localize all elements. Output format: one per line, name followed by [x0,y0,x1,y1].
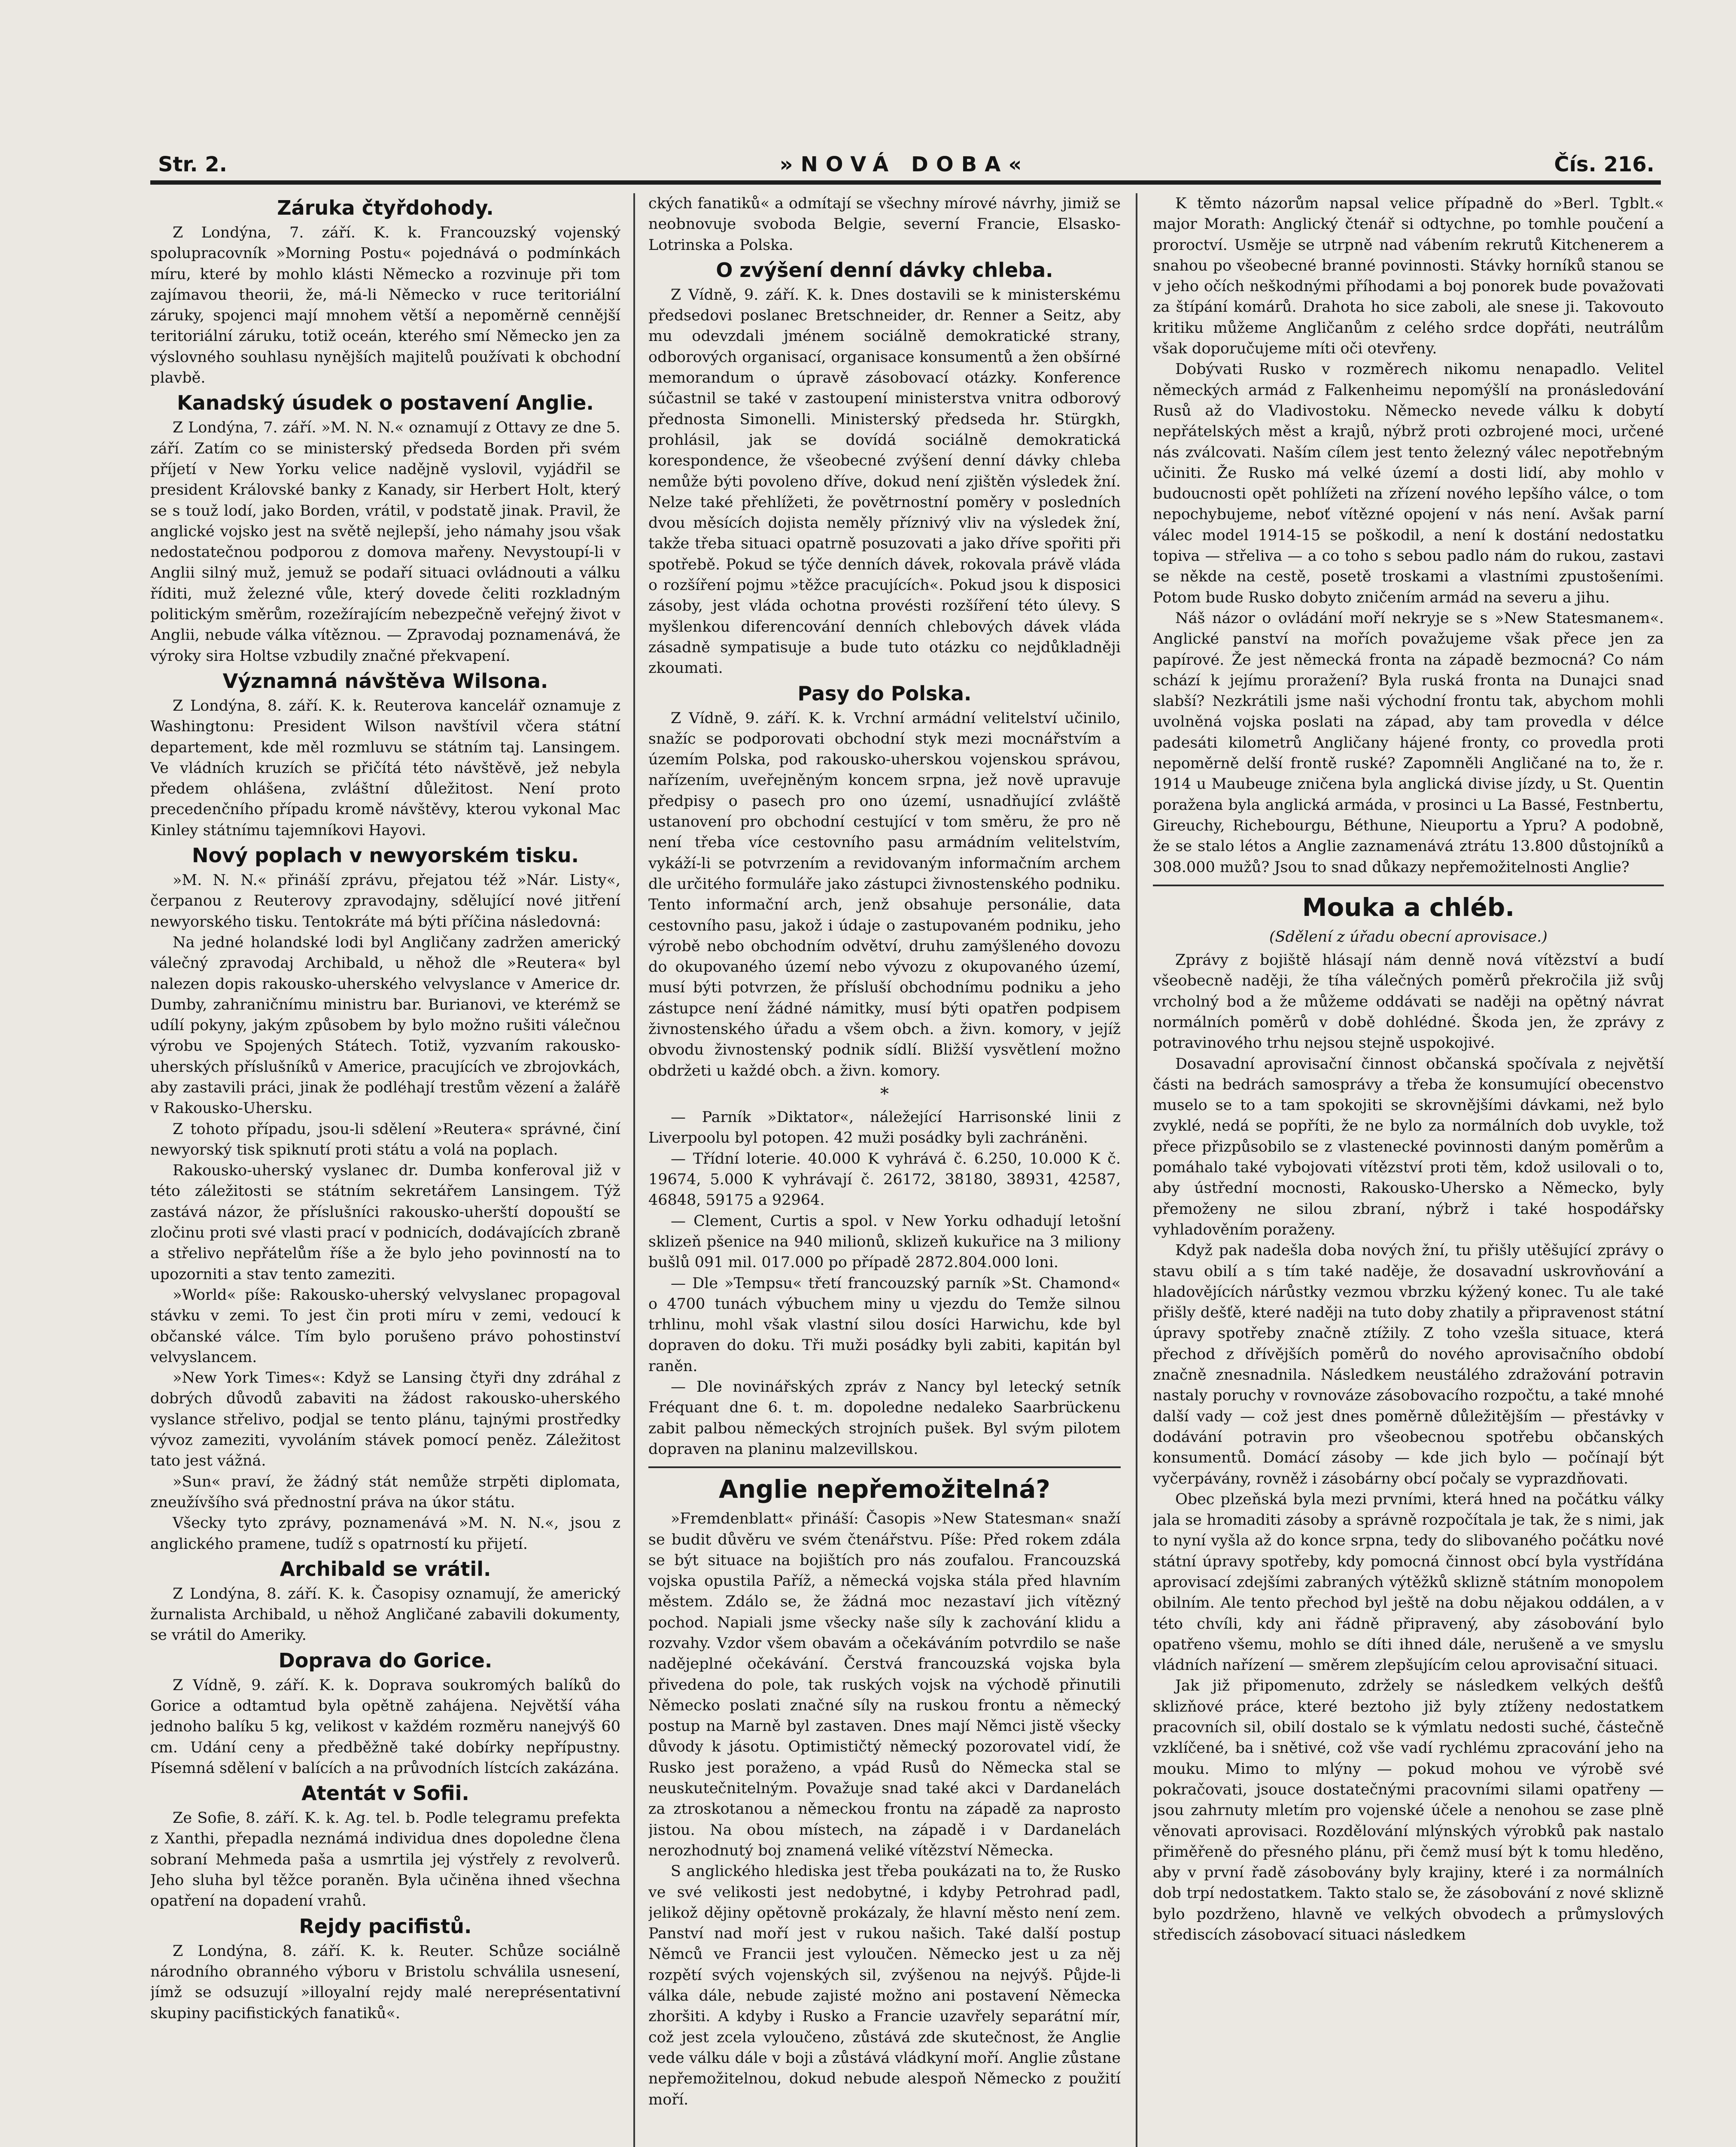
article-paragraph: Z tohoto případu, jsou-li sdělení »Reutera« správné, činí newyorský tisk spiknutí proti státu a volá na poplach. [150,1120,620,1159]
article-paragraph: »Fremdenblatt« přináší: Časopis »New Statesman« snaží se budit důvěru ve svém čtenářstvu. Píše: Před rokem zdála se být situace na bojištích pro nás zoufalou. Francouzská vojska opustila Paříž, a německá vojska stála před hlavním městem. Zdálo se, že žádná moc nezastaví jich vítězný pochod. Napiali jsme všecky naše síly k zachování klidu a rozvahy. Vzdor všem obavám a očekáváním potvrdilo se naše nadějeplné očekávání. Čerstvá francouzská vojska byla přivedena do pole, tak ruských vojsk na východě přinutili Německo poslati značné síly na ruskou frontu a německý postup na Marně byl zastaven. Dnes mají Němci jistě všecky důvody k jásotu. Optimističtý německý pozorovatel vidí, že Rusko jest poraženo, a vpád Rusů do Německa stal se neuskutečnitelným. Považuje snad také akci v Dardanelách za ztroskotanou a německou frontu na západě za naprosto jistou. Na obou místech, na západě i v Dardanelách nerozhodnutý boj znamená veliké vítězství Německa. [648,1510,1121,1859]
article-paragraph: — Dle »Tempsu« třetí francouzský parník »St. Chamond« o 4700 tunách výbuchem miny u vjezdu do Temže silnou trhlinu, mohl však vlastní silou dosíci Harwichu, kde byl dopraven do doku. Tři muži posádky byli zabiti, kapitán byl raněn. [648,1274,1121,1375]
article-paragraph: Jak již připomenuto, zdržely se následkem velkých dešťů sklizňové práce, které beztoho již byly ztíženy nedostatkem pracovních sil, obilí dostalo se k výmlatu nedosti suché, částečně vzklíčené, ba i snětivé, což vše vadí rychlému zpracování jeho na mouku. Mimo to mlýny — pokud mohou ve výrobě své pokračovati, jsouce dostatečnými pracovními silami opatřeny — jsou zahrnuty mletím pro vojenské účele a nenohou se zase plně věnovati aprovisaci. Rozdělování mlýnských výrobků pak nastalo přiměřeně do přesného plánu, při čemž musí být k tomu hleděno, aby v první řadě zásobovány byly krajiny, které i za normálních dob trpí nedostatkem. Takto stalo se, že zásobování z nové sklizně bylo pozdrženo, hlavně ve velkých obvodech a průmyslových střediscích zásobovací situaci následkem [1153,1677,1664,1944]
article-paragraph: Na jedné holandské lodi byl Angličany zadržen americký válečný zpravodaj Archibald, u něhož dle »Reutera« byl nalezen dopis rakousko-uherského velvyslance v Americe dr. Dumby, zahraničnímu ministru bar. Burianovi, ve kterémž se udílí pokyny, jakým způsobem by bylo možno rušiti válečnou výrobu ve Spojených Státech. Totiž, vyzvaním rakousko-uherských příslušníků v Americe, pracujících ve zbrojovkách, aby zastavili práci, jinak že podléhají trestům vězení a žalářě v Rakousko-Uhersku. [150,934,620,1117]
article-paragraph: — Clement, Curtis a spol. v New Yorku odhadují letošní sklizeň pšenice na 940 milionů, sklizeň kukuřice na 3 miliony bušlů 091 mil. 017.000 po případě 2872.804.000 loni. [648,1212,1121,1271]
article-headline: Rejdy pacifistů. [299,1914,472,1938]
article-paragraph: K těmto názorům napsal velice případně do »Berl. Tgblt.« major Morath: Anglický čtenář si odtychne, po tomhle poučení a proroctví. Usměje se utrpně nad vábením rekrutů Kitchenerem a snahou po všeobecné branné povinnosti. Stávky horníků stanou se v jeho očích neškodnými příhodami a boj ponorek bude považovati za štípání komárů. Drahota ho sice zaboli, ale snese ji. Takovouto kritiku můžeme Angličanům z celého srdce dopřáti, neutrálům však doporučujeme míti oči otevřeny. [1153,195,1664,358]
article-paragraph: Z Londýna, 8. září. K. k. Reuter. Schůze sociálně národního obranného výboru v Bristolu schválila usnesení, jímž se odsuzují »illoyalní rejdy malé nereprésentativní skupiny pacifistických fanatiků«. [150,1942,620,2022]
column-divider [633,193,635,2147]
article-paragraph: Ze Sofie, 8. září. K. k. Ag. tel. b. Podle telegramu prefekta z Xanthi, přepadla neznámá individua dnes dopoledne člena sobraní Mehmeda paša a usmrtila jej výstřely z revolverů. Jeho sluha byl těžce poraněn. Byla učiněna ihned všechna opatření na dopadení vrahů. [150,1809,620,1910]
article-paragraph: Z Londýna, 8. září. K. k. Časopisy oznamují, že americký žurnalista Archibald, u něhož Angličané zabavili dokumenty, se vrátil do Ameriky. [150,1585,620,1644]
article-paragraph: Z Vídně, 9. září. K. k. Doprava soukromých balíků do Gorice a odtamtud byla opětně zahájena. Největší váha jednoho balíku 5 kg, velikost v každém rozměru nanejvýš 60 cm. Udání ceny a předběžně také dobírky nepřípustny. Písemná sdělení v balících a na průvodních lístcích zakázána. [150,1676,620,1777]
article-paragraph: Zprávy z bojiště hlásají nám denně nová vítězství a budí všeobecně naději, že tíha válečných poměrů překročila již svůj vrcholný bod a že můžeme oddávati se naději na opětný návrat normálních poměrů v době dohlédné. Škoda jen, že zprávy z potravinového trhu nejsou stejně uspokojivé. [1153,952,1664,1052]
page-header [150,152,1659,178]
article-paragraph: »Sun« praví, že žádný stát nemůže strpěti diplomata, zneužívšího svá přednostní práva na úkor státu. [150,1473,620,1511]
article-headline: Mouka a chléb. [1302,892,1515,922]
column-divider [1136,193,1137,2147]
article-paragraph: Dosavadní aprovisační činnost občanská spočívala z největší části na bedrách samosprávy a třeba že konsumující obecenstvo muselo se to a tam spokojiti se skrovnějšími dávkami, než bylo zvyklé, nedá se popříti, že ne bylo za normálních dob uvykle, tož přece přizpůsobilo se z vlastenecké povinnosti daným poměrům a pomáhalo také vybojovati vítězství proti těm, kdož usilovali o to, aby ústřední mocnosti, Rakousko-Uhersko a Německo, byly přemoženy ne silou zbraní, nýbrž i také hospodářsky vyhladověním poraženy. [1153,1055,1664,1238]
article-headline: Významná návštěva Wilsona. [222,669,548,693]
article-paragraph: ckých fanatiků« a odmítají se všechny mírové návrhy, jimiž se neobnovuje svoboda Belgie, severní Francie, Elsasko-Lotrinska a Polska. [648,195,1121,254]
section-asterisk: * [880,1084,889,1104]
article-headline: Atentát v Sofii. [301,1782,469,1805]
section-rule [648,1466,1121,1468]
column-1 [150,193,620,2147]
article-paragraph: Náš názor o ovládání moří nekryje se s »New Statesmanem«. Anglické panství na mořích považujeme však přece jen za papírové. Že jest německá fronta na západě bezmocná? Co nám schází k jejímu proražení? Byla ruská fronta na Dunajci snad slabší? Nezkrátili jsme naši východní frontu tak, abychom mohli uvolněná vojska poslati na západ, aby tam provedla v délce padesáti kilometrů Angličany hájené fronty, co provedla proti nepoměrně delší frontě ruské? Zapomněli Angličané na to, že r. 1914 u Maubeuge zničena byla anglická divise jízdy, u St. Quentin poražena byla anglická armáda, v prosinci u La Bassé, Festnbertu, Gireuchy, Richebourgu, Béthune, Nieuportu a Ypru? A podobně, že se stalo létos a Anglie zaznamenává ztrátu 13.800 důstojníků a 308.000 mužů? Jsou to snad důkazy nepřemožitelnosti Anglie? [1153,609,1664,876]
article-paragraph: S anglického hlediska jest třeba poukázati na to, že Rusko ve své velikosti jest nedobytné, i kdyby Petrohrad padl, jelikož dějiny opětovně prokázaly, že hlavní město není zem. Panství nad moří jest v rukou našich. Také další postup Němců ve Francii jest vyloučen. Německo jest u za něj rozpětí svých vojenských sil, zvýšenou na nejvýš. Půjde-li válka dále, nebude zajisté možno ani postavení Německa zhoršiti. A kdyby i Rusko a Francie uzavřely separátní mír, což jest zcela vyloučeno, zůstává zde skutečnost, že Anglie vede válku dále v boji a zůstává vládkyní moří. Anglie zůstane nepřemožitelnou, dokud nebude alespoň Německo z použití moří. [648,1863,1121,2108]
article-paragraph: »M. N. N.« přináší zprávu, přejatou též »Nár. Listy«, čerpanou z Reuterovy zpravodajny, sdělující nové jitření newyorského tisku. Tentokráte má býti příčina následovná: [150,872,620,931]
column-3 [1153,193,1664,2147]
article-headline: Pasy do Polska. [797,681,972,705]
newspaper-title: »NOVÁ DOBA« [779,152,1030,176]
article-headline: Kanadský úsudek o postavení Anglie. [177,391,594,415]
article-paragraph: Z Vídně, 9. září. K. k. Dnes dostavili se k ministerskému předsedovi poslanec Bretschneider, dr. Renner a Seitz, aby mu odevzdali jménem sociálně demokratické strany, odborových organisací, organisace konsumentů a žen obšírné memorandum o úpravě zásobovací otázky. Konference súčastnil se také v zastoupení ministerstva vnitra odborový přednosta Simonelli. Ministerský předseda hr. Stürgkh, prohlásil, jak se dovídá sociálně demokratická korespondence, že všeobecné zvýšení denní dávky chleba nemůže býti povoleno dříve, dokud není zjištěn výsledek žní. Nelze také přehlížeti, že povětrnostní poměry v posledních dvou měsících dojista neměly příznivý vliv na výsledek žní, takže třeba situaci opatrně posuzovati a jako dříve spořiti při spotřebě. Pokud se týče denních dávek, rokovala právě vláda o rozšíření pojmu »těžce pracujících«. Pokud jsou k disposici zásoby, jest vláda ochotna provésti rozšíření této úlevy. S myšlenkou diferencování denních chlebových dávek vláda zásadně sympatisuje a bude tuto otázku co nejdůkladněji zkoumati. [648,286,1121,677]
article-paragraph: Z Vídně, 9. září. K. k. Vrchní armádní velitelství učinilo, snažíc se podporovati obchodní styk mezi mocnářstvím a územím Polska, pod rakousko-uherskou vojenskou správou, nařízením, uveřejněným koncem srpna, jež nově upravuje předpisy o pasech pro ono území, usnadňující zvláště ustanovení pro obchodní cestující v tom směru, že pro ně není třeba více cestovního pasu armádním velitelstvím, vykáží-li se potvrzením a revidovaným informačním archem dle určitého formuláře jako zástupci živnostenského podniku. Tento informační arch, jenž obsahuje personálie, data cestovního pasu, jakož i údaje o zastupovaném podniku, jeho výrobě nebo obchodním odvětví, druhu zamýšleného dovozu do okupovaného území nebo vývozu z okupovaného území, musí býti potvrzen, že přísluší obchodnímu podniku a jeho zástupce není žádné námitky, musí býti opatřen podpisem živnostenského úřadu a všem obch. a živn. komory, v jejíž obvodu živnostenský podnik sídlí. Bližší vysvětlení možno obdržeti u každé obch. a živn. komory. [648,709,1121,1080]
article-paragraph: Obec plzeňská byla mezi prvními, která hned na počátku války jala se hromaditi zásoby a správně rozpočítala je tak, že s nimi, jak to nyní vyšla až do konce srpna, tedy do slibovaného počátku nové státní úpravy spotřeby, kdy pomocná činnost obcí byla vystřídána aprovisací zdejšími zabraných výtěžků sklizně státním monopolem obilním. Ale tento přechod byl ještě na dobu nějakou oddálen, a v této chvíli, kdy ani řádně připravený, aby zásobování bylo opatřeno všemu, mohlo se díti ihned dále, nerušeně a ve smyslu vládních nařízení — směrem zlepšujícím celou aprovisační situaci. [1153,1490,1664,1674]
article-paragraph: Když pak nadešla doba nových žní, tu přišly utěšující zprávy o stavu obilí a s tím také naděje, že dosavadní uskrovňování a hladovějících nárůstky vezmou vbrzku kýžený konec. Tu ale také přišly dešťě, které naději na tuto doby zhatily a připravenost státní úpravy spotřeby značně ztížily. Z toho vzešla situace, která přechod z dřívějších poměrů do nového aprovisačního období značně znesnadnila. Následkem neustálého zdražování potravin nastaly poruchy v rovnováze zásobovacího rozpočtu, a také mnohé další vady — což jest dnes poměrně důležitějším — přestávky v dodávání potravin pro všeobecnou spotřebu občanských konsumentů. Domácí zásoby — kde jich bylo — počínají být vyčerpávány, rovněž i zásobárny obcí počaly se vyprazdňovati. [1153,1242,1664,1487]
article-paragraph: Z Londýna, 8. září. K. k. Reuterova kancelář oznamuje z Washingtonu: President Wilson navštívil včera státní departement, kde měl rozmluvu se státním taj. Lansingem. Ve vládních kruzích se přičítá této návštěvě, jež nebyla předem ohlášena, zvláštní důležitost. Není proto precedenčního případu kromě návštěvy, kterou vykonal Mac Kinley státnímu tajemníkovi Hayovi. [150,697,620,839]
article-paragraph: Všecky tyto zprávy, poznamenává »M. N. N.«, jsou z anglického pramene, tudíž s opatrností ku přijetí. [150,1514,620,1553]
article-headline: Záruka čtyřdohody. [277,196,494,219]
article-paragraph: Z Londýna, 7. září. »M. N. N.« oznamují z Ottavy ze dne 5. září. Zatím co se ministerský předseda Borden při svém příjetí v New Yorku velice nadějně vyslovil, vyjádřil se president Královské banky z Kanady, sir Herbert Holt, který se s touž lodí, jako Borden, vrátil, v podstatě jinak. Pravil, že anglické vojsko jest na světě nejlepší, jeho námahy jsou však nedostatečnou podporou z domova mařeny. Nevystoupí-li v Anglii silný muž, jemuž se podaří situaci ovládnouti a válku říditi, muž železné vůle, který dovede čeliti rozkladným politickým směrům, rozežírajícím nebezpečně veřejný život v Anglii, nebude válka vítěznou. — Zpravodaj poznamenává, že výroky sira Holtse vzbudily značné překvapení. [150,419,620,665]
article-headline: Archibald se vrátil. [280,1557,491,1581]
article-paragraph: — Dle novinářských zpráv z Nancy byl letecký setník Fréquant dne 6. t. m. dopoledne nedaleko Saarbrückenu zabit palbou německých strojních pušek. Byl svým pilotem dopraven na planinu malzevillskou. [648,1378,1121,1458]
article-paragraph: Dobývati Rusko v rozměrech nikomu nenapadlo. Velitel německých armád z Falkenheimu nepomýšlí na pronásledování Rusů až do Vladivostoku. Německo nevede válku k dobytí nepřátelských měst a krajů, nýbrž proti ozbrojené moci, určené nás zválcovati. Naším cílem jest tento železný válec nepotřebným učiniti. Že Rusko má velké území a dosti lidí, aby mohlo v budoucnosti opět pohlížeti na zřízení nového lepšího válce, o tom nepochybujeme, neboť vítězné opojení v nás není. Avšak parní válec model 1914-15 se poškodil, a není k dostání nedostatku topiva — střeliva — a co toho s sebou padlo nám do rukou, zastavi se někde na cestě, posetě troskami a vlastními zpustošeními. Potom bude Rusko dobyto zničením armád na severu a jihu. [1153,361,1664,606]
column-2 [648,193,1121,2147]
header-rule [150,180,1661,185]
article-headline: Nový poplach v newyorském tisku. [192,844,579,867]
page-number: Str. 2. [158,152,227,176]
article-subtitle: (Sdělení z úřadu obecní aprovisace.) [1269,928,1548,946]
article-headline: Doprava do Gorice. [278,1648,493,1672]
article-paragraph: »New York Times«: Když se Lansing čtyři dny zdráhal z dobrých důvodů zabaviti na žádost rakousko-uherského vyslance střelivo, podjal se tento plánu, tajnými prostředky vývoz zameziti, vyvoláním stávek pomocí peněz. Záležitost tato jest vážná. [150,1369,620,1470]
article-paragraph: — Parník »Diktator«, náležející Harrisonské linii z Liverpoolu byl potopen. 42 muži posádky byli zachráněni. [648,1109,1121,1147]
section-rule [1153,885,1664,886]
article-paragraph: — Třídní loterie. 40.000 K vyhrává č. 6.250, 10.000 K č. 19674, 5.000 K vyhrávají č. 26172, 38180, 38931, 42587, 46848, 59175 a 92964. [648,1150,1121,1209]
issue-number: Čís. 216. [1554,152,1654,176]
article-headline: Anglie nepřemožitelná? [718,1475,1050,1504]
article-paragraph: Rakousko-uherský vyslanec dr. Dumba konferoval již v této záležitosti se státním sekretářem Lansingem. Týž zastává názor, že příslušníci rakousko-uherští dopouští se zločinu proti své vlasti prací v podnicích, dodávajících zbraně a střelivo nepřátelům říše a že bylo jeho povinností na to upozorniti a stav tento zameziti. [150,1162,620,1283]
article-paragraph: »World« píše: Rakousko-uherský velvyslanec propagoval stávku v zemi. To jest čin proti míru v zemi, vedoucí k občanské válce. Tím bylo porušeno právo pohostinství velvyslancem. [150,1286,620,1366]
article-headline: O zvýšení denní dávky chleba. [716,258,1053,282]
article-paragraph: Z Londýna, 7. září. K. k. Francouzský vojenský spolupracovník »Morning Postu« pojednává o podmínkách míru, které by mohlo klásti Německo a rozvinuje při tom zajímavou theorii, že, má-li Německo v ruce teritoriální záruky, spojenci mají mnohem větší a nepoměrně cennější teritoriální záruku, totiž oceán, kterého smí Německo jen za výslovného souhlasu nynějších majitelů používati k obchodní plavbě. [150,224,620,387]
